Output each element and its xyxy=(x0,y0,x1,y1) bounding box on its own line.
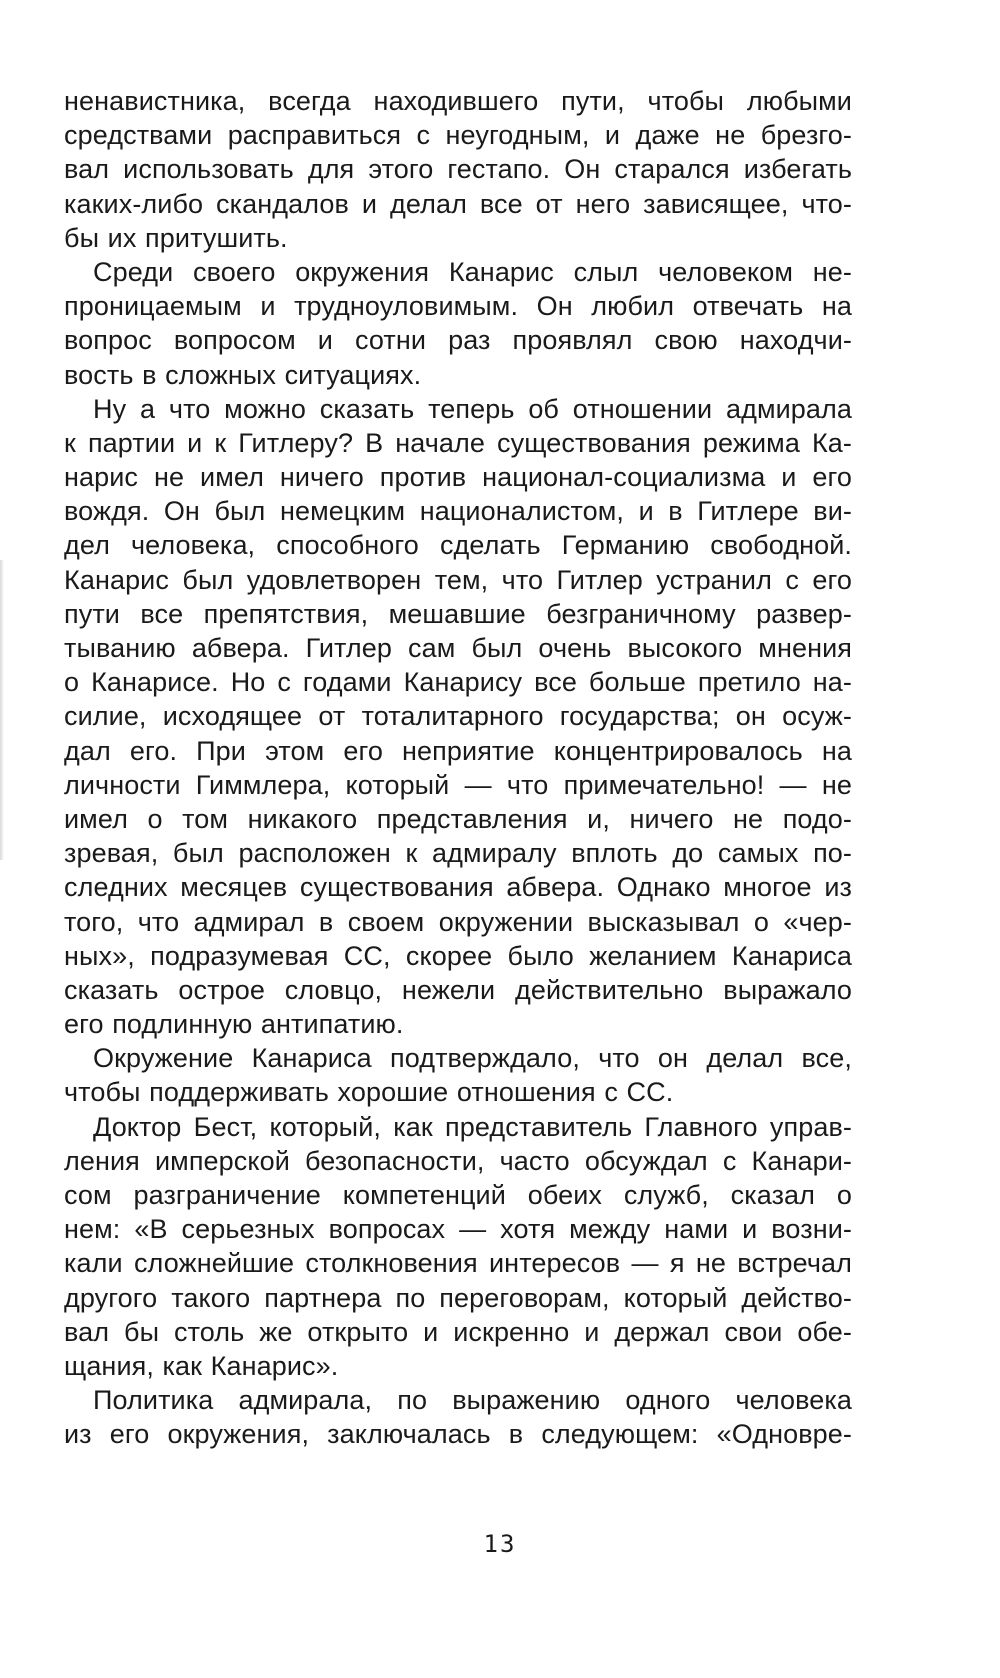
text-line: вал использовать для этого гестапо. Он старался избегать xyxy=(64,154,852,185)
page-number: 13 xyxy=(483,1530,517,1558)
text-line: каких-либо скандалов и делал все от него зависящее, что- xyxy=(64,188,852,219)
text-line: из его окружения, заключалась в следующем: «Одновре- xyxy=(64,1419,852,1450)
text-line: имел о том никакого представления и, ничего не подо- xyxy=(64,803,852,834)
paragraph xyxy=(64,392,852,1042)
paragraph xyxy=(64,1383,852,1451)
text-line: следних месяцев существования абвера. Однако многое из xyxy=(64,872,852,903)
paragraph xyxy=(64,255,852,392)
page-binding-shadow xyxy=(0,560,4,860)
text-line: щания, как Канарис». xyxy=(64,1350,339,1381)
text-column xyxy=(64,84,852,1452)
text-line: тыванию абвера. Гитлер сам был очень высокого мнения xyxy=(64,633,852,663)
text-line: вость в сложных ситуациях. xyxy=(64,359,422,390)
paragraph xyxy=(64,1041,852,1109)
text-line: Канарис был удовлетворен тем, что Гитлер устранил с его xyxy=(64,564,852,595)
text-line: о Канарисе. Но с годами Канарису все больше претило на- xyxy=(64,667,852,698)
text-line: Ну а что можно сказать теперь об отношении адмирала xyxy=(93,393,852,424)
text-line: Политика адмирала, по выражению одного человека xyxy=(93,1385,852,1416)
text-line: пути все препятствия, мешавшие безграничному развер- xyxy=(64,598,852,629)
text-line: зревая, был расположен к адмиралу вплоть до самых по- xyxy=(64,838,852,869)
text-line: дел человека, способного сделать Германию свободной. xyxy=(64,530,852,561)
text-line: кали сложнейшие столкновения интересов — я не встречал xyxy=(64,1248,852,1279)
text-line: Доктор Бест, который, как представитель Главного управ- xyxy=(93,1111,852,1142)
text-line: того, что адмирал в своем окружении высказывал о «чер- xyxy=(64,906,852,937)
text-line: его подлинную антипатию. xyxy=(64,1009,404,1040)
text-line: сом разграничение компетенций обеих служб, сказал о xyxy=(64,1180,852,1210)
text-line: проницаемым и трудноуловимым. Он любил отвечать на xyxy=(64,291,852,322)
text-line: вождя. Он был немецким националистом, и в Гитлере ви- xyxy=(64,496,852,527)
text-line: Среди своего окружения Канарис слыл человеком не- xyxy=(93,256,852,287)
text-line: средствами расправиться с неугодным, и даже не брезго- xyxy=(64,120,852,151)
text-line: личности Гиммлера, который — что примечательно! — не xyxy=(64,769,852,800)
text-line: сказать острое словцо, нежели действительно выражало xyxy=(64,974,852,1005)
paragraph xyxy=(64,1110,852,1384)
text-line: нем: «В серьезных вопросах — хотя между нами и возни- xyxy=(64,1214,852,1245)
text-line: к партии и к Гитлеру? В начале существования режима Ка- xyxy=(64,427,852,458)
text-line: бы их притушить. xyxy=(64,222,288,253)
text-line: ления имперской безопасности, часто обсуждал с Канари- xyxy=(64,1145,852,1176)
text-line: ных», подразумевая СС, скорее было желанием Канариса xyxy=(64,940,852,971)
paragraph xyxy=(64,84,852,255)
text-line: чтобы поддерживать хорошие отношения с СС. xyxy=(64,1077,674,1108)
text-line: силие, исходящее от тоталитарного государства; он осуж- xyxy=(64,701,852,732)
text-line: другого такого партнера по переговорам, который действо- xyxy=(64,1282,852,1313)
text-line: вопрос вопросом и сотни раз проявлял свою находчи- xyxy=(64,325,852,356)
text-line: нарис не имел ничего против национал-социализма и его xyxy=(64,462,852,493)
text-line: Окружение Канариса подтверждало, что он делал все, xyxy=(93,1043,852,1074)
text-line: ненавистника, всегда находившего пути, чтобы любыми xyxy=(64,86,852,116)
text-line: дал его. При этом его неприятие концентрировалось на xyxy=(64,735,852,766)
text-line: вал бы столь же открыто и искренно и держал свои обе- xyxy=(64,1316,852,1347)
